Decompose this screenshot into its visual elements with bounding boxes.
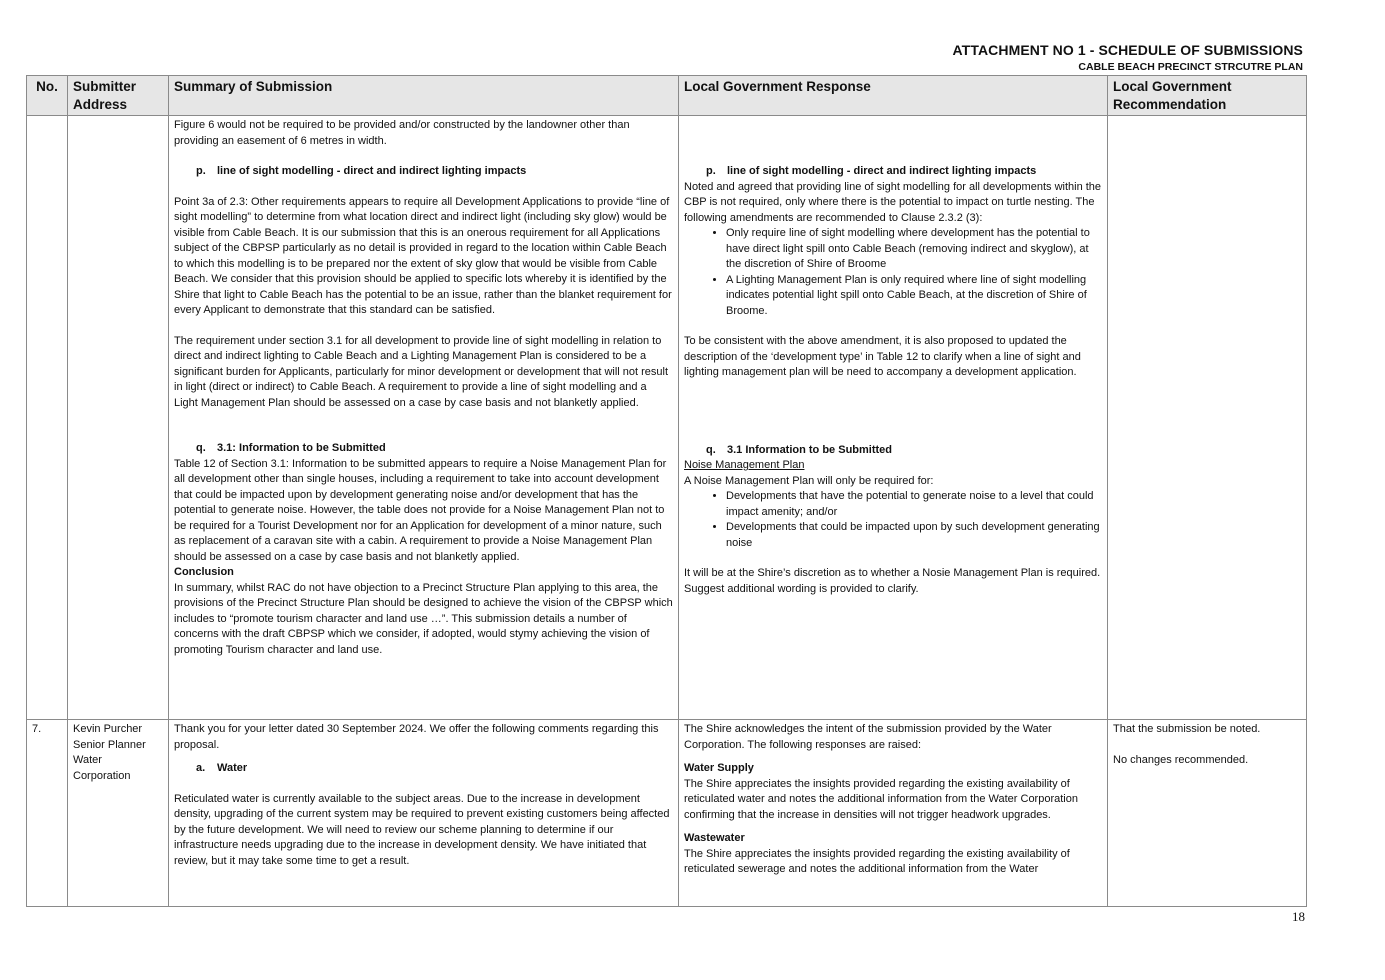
table-row xyxy=(27,720,1307,907)
row-submitter-cell xyxy=(68,116,169,720)
conclusion-paragraph: In summary, whilst RAC do not have objection to a Precinct Structure Plan applying to this area, the provisions of the Precinct Structure Plan should be designed to achieve the vision of the CBPSP which includes to “promote tourism character and land use …”. This submission details a number of concerns with the draft CBPSP which we consider, if adopted, would stymy achieving the vision of promoting Tourism character and land use. xyxy=(174,581,673,656)
list-item: • A Lighting Management Plan is only required where line of sight modelling indicates potential light spill onto Cable Beach, at the discretion of Shire of Broome. xyxy=(726,273,1102,320)
summary-p-heading xyxy=(174,164,673,180)
summary-p-label: p. xyxy=(196,165,206,177)
noise-management-plan-subheading: Noise Management Plan xyxy=(684,459,805,471)
document-subtitle: CABLE BEACH PRECINCT STRCUTRE PLAN xyxy=(1078,61,1303,73)
list-item: • Only require line of sight modelling where development has the potential to have direct light spill onto Cable Beach (removing indirect and skyglow), at the discretion of Shire of Broome xyxy=(726,226,1102,273)
response-q-paragraph-2: It will be at the Shire’s discretion as to whether a Nosie Management Plan is required. Suggest additional wording is provided to clarify. xyxy=(684,567,1101,595)
table-header-row xyxy=(27,76,1307,116)
submitter-org-line-2: Corporation xyxy=(73,769,131,782)
column-header-submitter: Submitter Address xyxy=(68,76,169,116)
column-header-response: Local Government Response xyxy=(679,76,1108,116)
response-cell xyxy=(679,116,1108,720)
submitter-name: Kevin Purcher xyxy=(73,723,143,735)
summary-p-paragraph-1: Point 3a of 2.3: Other requirements appears to require all Development Applications to provide “line of sight modelling” to determine from what location direct and indirect light (including sky glow) would be visible from Cable Beach. It is our submission that this is an onerous requirement for all Applications subject of the CBPSP particularly as no detail is provided in regard to the location within Cable Beach to which this modelling is to be prepared nor the extent of sky glow that would be visible from Cable Beach. We consider that this provision should be applied to specific lots whereby it is identified by the Shire that light to Cable Beach has the potential to be an issue, rather than the blanket requirement for every Applicant to demonstrate that this standard can be satisfied. xyxy=(174,195,672,316)
list-item: • Developments that have the potential to generate noise to a level that could impact amenity; and/or xyxy=(726,489,1102,520)
response-p-heading xyxy=(684,164,1102,180)
document-title: ATTACHMENT NO 1 - SCHEDULE OF SUBMISSIONS xyxy=(952,42,1303,58)
response-intro: The Shire acknowledges the intent of the submission provided by the Water Corporation. The following responses are raised: xyxy=(684,723,1052,751)
response-p-title: line of sight modelling - direct and indirect lighting impacts xyxy=(727,165,1037,177)
recommendation-cell xyxy=(1108,116,1307,720)
response-p-paragraph: Noted and agreed that providing line of sight modelling for all developments within the CBP is not required, only where there is the potential to impact on turtle nesting. The following amendments are recommended to Clause 2.3.2 (3): xyxy=(684,180,1102,224)
summary-a-label: a. xyxy=(196,762,206,774)
summary-intro: Thank you for your letter dated 30 September 2024. We offer the following comments regarding this proposal. xyxy=(174,723,659,751)
summary-a-heading xyxy=(174,761,673,777)
row-no-cell xyxy=(27,116,68,720)
submitter-cell xyxy=(68,720,169,907)
list-item: • Developments that could be impacted upon by such development generating noise xyxy=(726,520,1102,551)
submitter-role: Senior Planner xyxy=(73,738,146,751)
response-p-label: p. xyxy=(706,165,716,177)
response-q-paragraph: A Noise Management Plan will only be required for: xyxy=(684,474,934,487)
submissions-table xyxy=(26,75,1307,907)
wastewater-paragraph: The Shire appreciates the insights provided regarding the existing availability of reticulated sewerage and notes the additional information from the Water xyxy=(684,847,1070,875)
summary-p-title: line of sight modelling - direct and indirect lighting impacts xyxy=(217,165,527,177)
conclusion-heading: Conclusion xyxy=(174,566,234,578)
recommendation-line-1: That the submission be noted. xyxy=(1113,723,1261,735)
summary-q-heading xyxy=(174,441,673,457)
recommendation-line-2: No changes recommended. xyxy=(1113,753,1249,766)
summary-cell xyxy=(169,720,679,907)
summary-cell xyxy=(169,116,679,720)
recommendation-cell xyxy=(1108,720,1307,907)
response-q-title: 3.1 Information to be Submitted xyxy=(727,443,893,456)
water-supply-paragraph: The Shire appreciates the insights provided regarding the existing availability of reticulated water and notes the additional information from the Water Corporation confirming that the increase in densities will not trigger headwork upgrades. xyxy=(684,777,1078,821)
column-header-recommendation: Local Government Recommendation xyxy=(1108,76,1307,116)
summary-p-paragraph-2: The requirement under section 3.1 for all development to provide line of sight modelling in relation to direct and indirect lighting to Cable Beach and a Lighting Management Plan is considered to be a significant burden for Applicants, particularly for minor development or development that will not result in light (direct or indirect) to Cable Beach. A requirement to provide a line of sight modelling and a Light Management Plan should be assessed on a case by case basis and not blanketly applied. xyxy=(174,334,669,409)
summary-intro: Figure 6 would not be required to be provided and/or constructed by the landowner other than providing an easement of 6 metres in width. xyxy=(174,119,630,147)
summary-a-paragraph: Reticulated water is currently available to the subject areas. Due to the increase in development density, upgrading of the current system may be required to prevent existing customers being affected by the future development. We will need to review our scheme planning to determine if our infrastructure needs upgrading due to the increase in development density. We have initiated that review, but it may take some time to get a result. xyxy=(174,792,670,867)
column-header-no: No. xyxy=(27,76,68,116)
response-cell xyxy=(679,720,1108,907)
response-p-bullets xyxy=(684,226,1102,319)
page-number: 18 xyxy=(1292,909,1305,924)
summary-a-title: Water xyxy=(217,762,248,774)
summary-q-title: 3.1: Information to be Submitted xyxy=(217,442,386,454)
row-no-cell: 7. xyxy=(27,720,68,907)
response-q-heading xyxy=(684,443,1102,459)
submitter-org-line-1: Water xyxy=(73,754,102,766)
summary-q-label: q. xyxy=(196,442,206,454)
table-row xyxy=(27,116,1307,720)
column-header-summary: Summary of Submission xyxy=(169,76,679,116)
wastewater-heading: Wastewater xyxy=(684,832,745,844)
response-q-label: q. xyxy=(706,443,716,456)
response-q-bullets xyxy=(684,489,1102,551)
water-supply-heading: Water Supply xyxy=(684,762,754,774)
response-p-paragraph-2: To be consistent with the above amendment, it is also proposed to updated the description of the ‘development type’ in Table 12 to clarify when a line of sight and lighting management plan will be need to accompany a development application. xyxy=(684,335,1081,378)
summary-q-paragraph: Table 12 of Section 3.1: Information to be submitted appears to require a Noise Management Plan for all development other than single houses, including a requirement to take into account development that could be impacted upon by development generating noise and/or development that has the potential to generate noise. However, the table does not provide for a Noise Management Plan not to be required for a Tourist Development nor for an Application for development of a minor nature, such as replacement of a caravan site with a cabin. A requirement to provide a Noise Management Plan should be assessed on a case by case basis and not blanketly applied. xyxy=(174,457,667,563)
